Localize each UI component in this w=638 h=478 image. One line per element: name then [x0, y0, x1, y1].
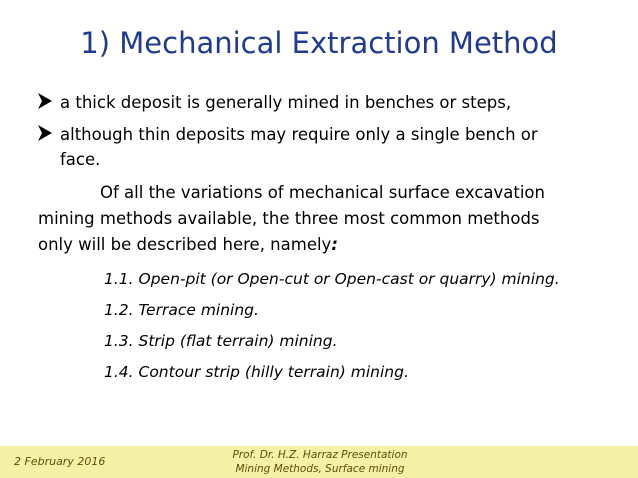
bullet-text-line1: although thin deposits may require only a single bench or: [60, 125, 538, 144]
paragraph-line: Of all the variations of mechanical surface excavation: [100, 183, 545, 202]
footer-credit-line: Mining Methods, Surface mining: [235, 463, 405, 475]
method-item: 1.4. Contour strip (hilly terrain) mining.: [104, 363, 409, 381]
arrow-bullet-icon: [38, 123, 52, 143]
paragraph-colon: :: [331, 235, 338, 254]
method-item: 1.3. Strip (flat terrain) mining.: [104, 332, 338, 350]
bullet-text-line2: face.: [60, 150, 101, 169]
paragraph-line-last: [38, 232, 338, 257]
footer-credit-line: Prof. Dr. H.Z. Harraz Presentation: [232, 449, 408, 461]
bullet-item: [38, 122, 618, 172]
method-item: 1.2. Terrace mining.: [104, 301, 259, 319]
footer-date: 2 February 2016: [14, 455, 106, 468]
arrow-bullet-icon: [38, 91, 52, 111]
method-item: 1.1. Open-pit (or Open-cut or Open-cast or quarry) mining.: [104, 270, 560, 288]
bullet-item: [38, 90, 618, 115]
paragraph-line: mining methods available, the three most common methods: [38, 209, 540, 228]
slide-title: 1) Mechanical Extraction Method: [80, 26, 558, 60]
footer-credit: [205, 448, 435, 476]
paragraph-line-text: only will be described here, namely: [38, 235, 332, 254]
bullet-text: a thick deposit is generally mined in benches or steps,: [60, 93, 512, 112]
